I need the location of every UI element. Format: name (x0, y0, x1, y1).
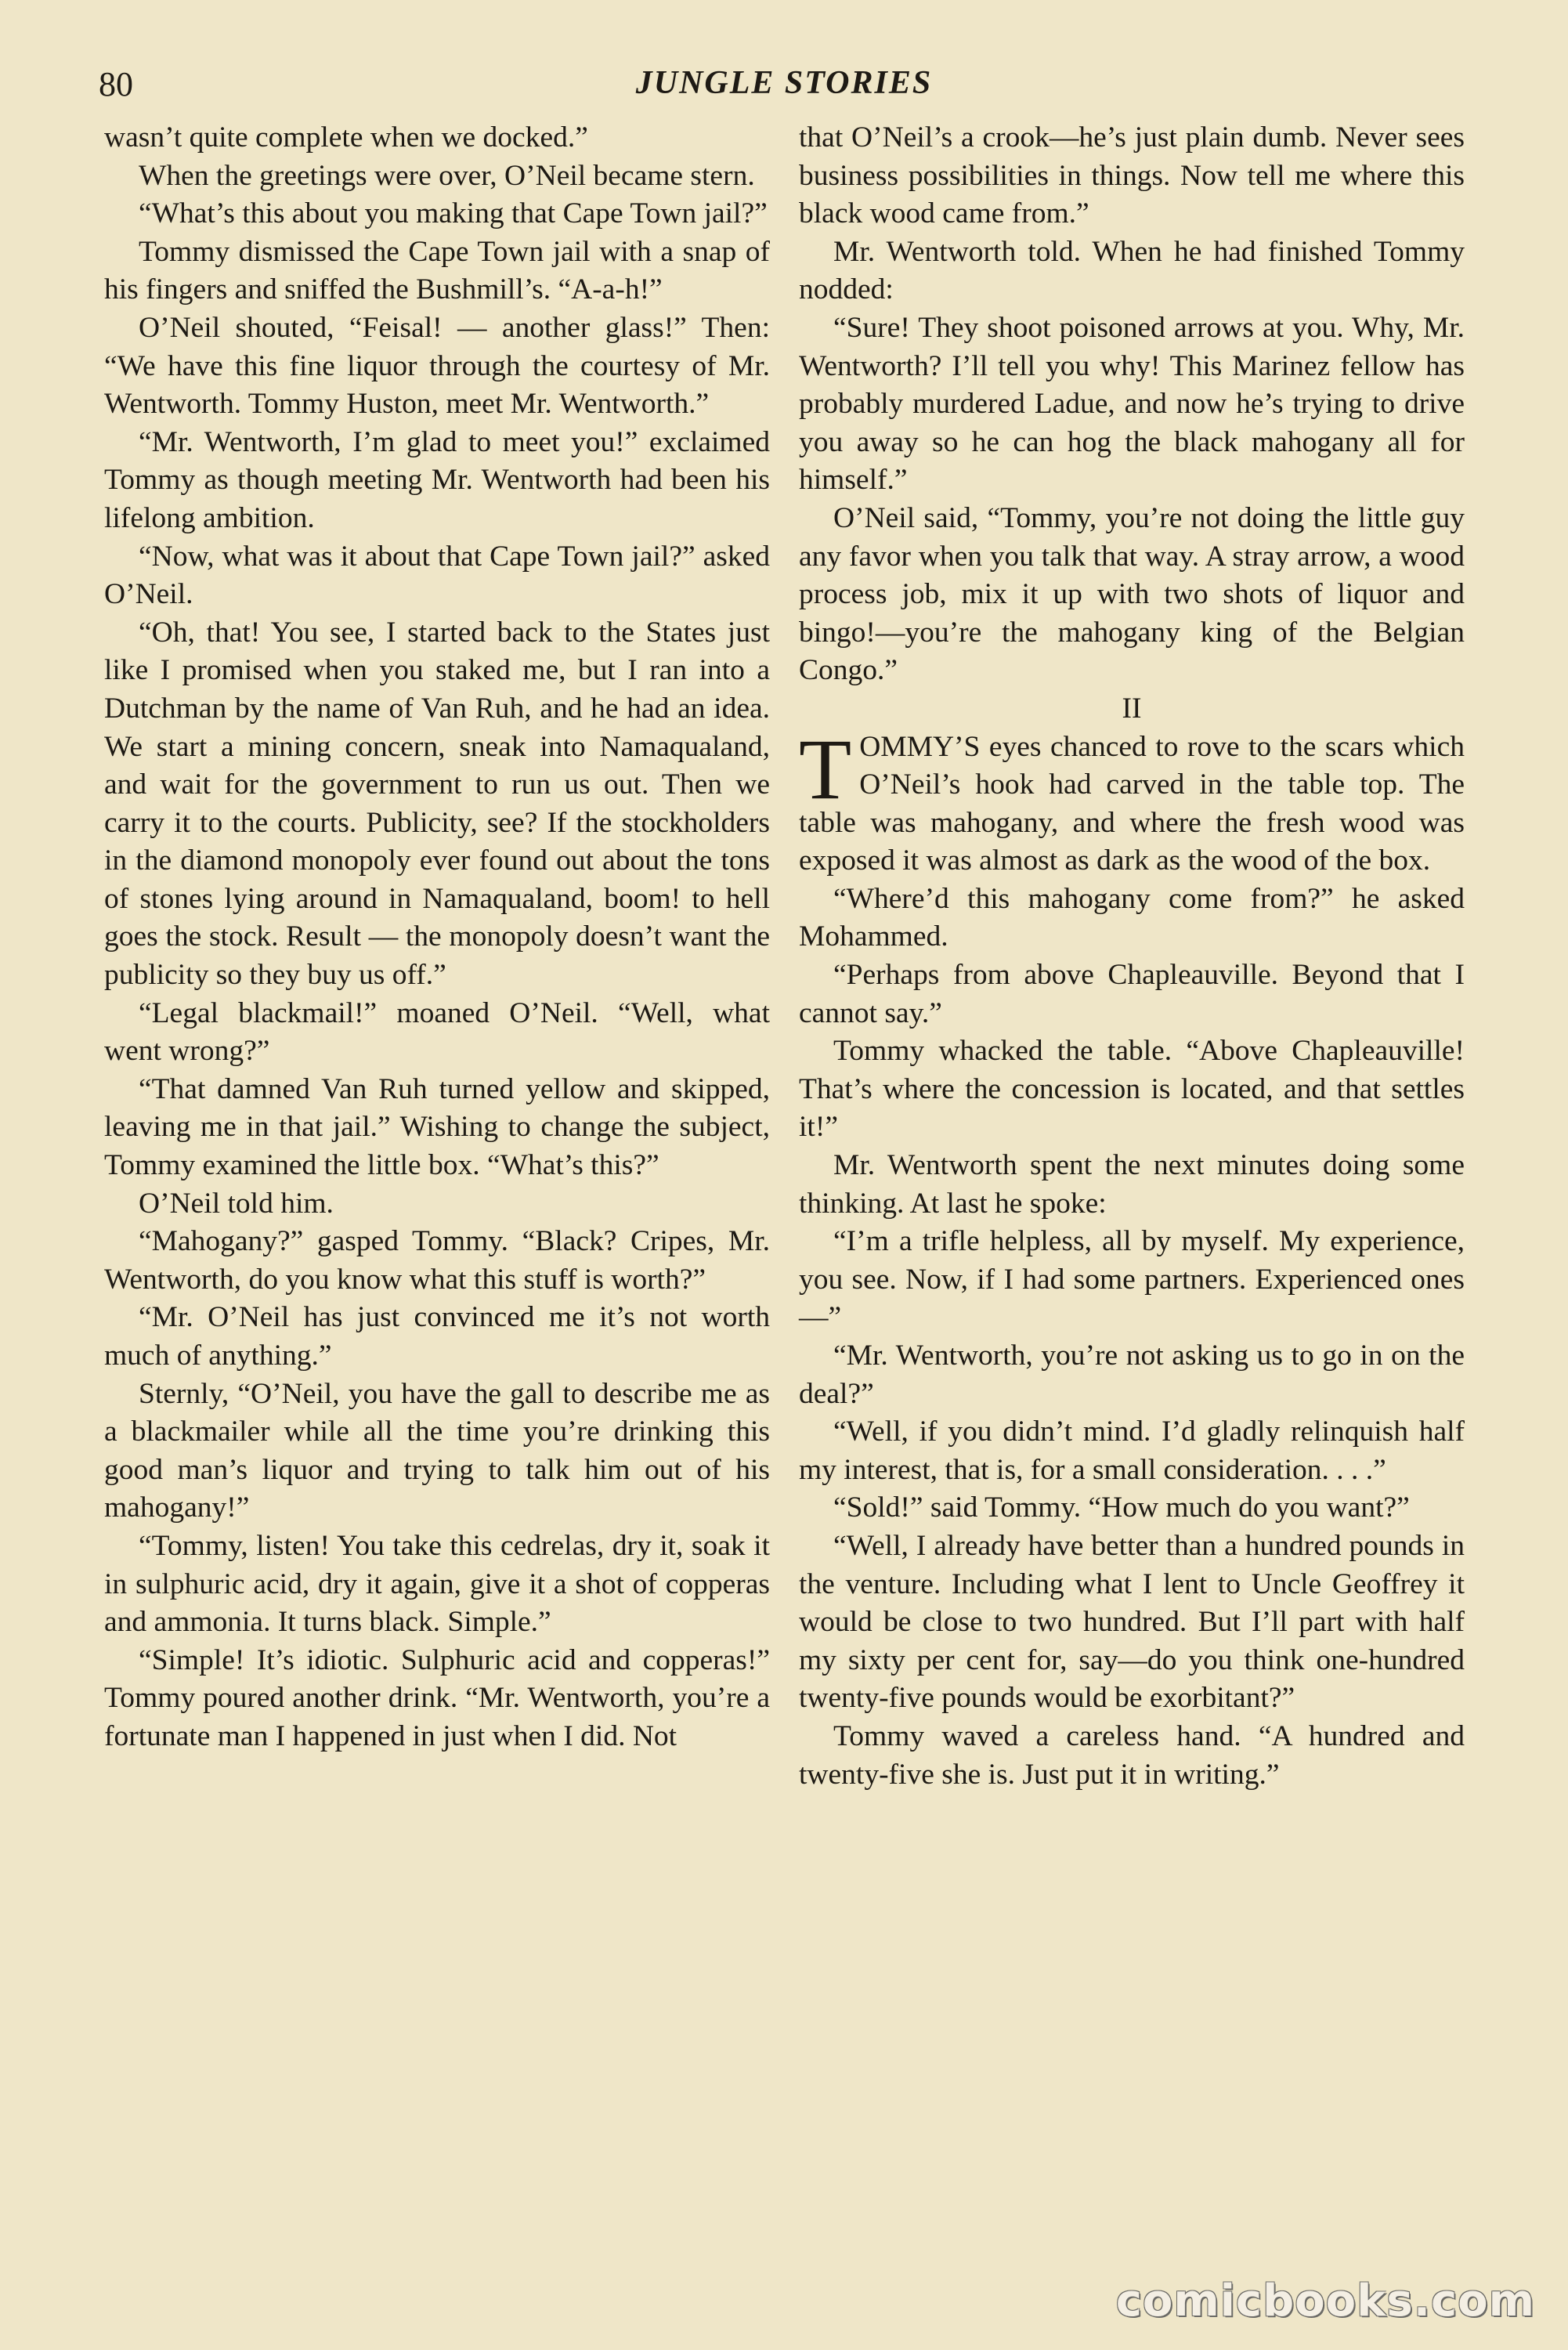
paragraph: that O’Neil’s a crook—he’s just plain dumb. Never sees business possibilities in things. Now tell me where this black wood came from.” (799, 121, 1465, 230)
paragraph: “Sold!” said Tommy. “How much do you want?” (833, 1491, 1410, 1524)
paragraph: “Simple! It’s idiotic. Sulphuric acid and copperas!” Tommy poured another drink. “Mr. Wentworth, you’re a fortunate man I happened in just when I did. Not (104, 1643, 770, 1752)
dropcap-paragraph-text: OMMY’S eyes chanced to rove to the scars which O’Neil’s hook had carved in the table top. The table was mahogany, and where the fresh wood was exposed it was almost as dark as the wood of the box. (799, 730, 1465, 877)
section-number: II (1122, 692, 1142, 725)
paragraph: “What’s this about you making that Cape Town jail?” (139, 197, 768, 230)
paragraph: O’Neil shouted, “Feisal! — another glass!” Then: “We have this fine liquor through the courtesy of Mr. Wentworth. Tommy Huston, meet Mr. Wentworth.” (104, 311, 770, 421)
left-column (104, 119, 770, 1756)
paragraph: “Legal blackmail!” moaned O’Neil. “Well, what went wrong?” (104, 996, 770, 1068)
drop-cap: T (799, 721, 852, 817)
paragraph: Mr. Wentworth spent the next minutes doing some thinking. At last he spoke: (799, 1149, 1465, 1220)
paragraph: “Where’d this mahogany come from?” he asked Mohammed. (799, 882, 1465, 953)
paragraph: “Mr. O’Neil has just convinced me it’s not worth much of anything.” (104, 1301, 770, 1372)
paragraph: “Well, if you didn’t mind. I’d gladly relinquish half my interest, that is, for a small consideration. . . .” (799, 1415, 1465, 1486)
paragraph: “That damned Van Ruh turned yellow and skipped, leaving me in that jail.” Wishing to change the subject, Tommy examined the little box. “What’s this?” (104, 1072, 770, 1182)
paragraph: “Sure! They shoot poisoned arrows at you. Why, Mr. Wentworth? I’ll tell you why! This Marinez fellow has probably murdered Ladue, and now he’s trying to drive you away so he can hog the black mahogany all for himself.” (799, 311, 1465, 497)
paragraph: “I’m a trifle helpless, all by myself. My experience, you see. Now, if I had some partners. Experienced ones—” (799, 1225, 1465, 1334)
paragraph: Sternly, “O’Neil, you have the gall to describe me as a blackmailer while all the time you’re drinking this good man’s liquor and trying to talk him out of his mahogany!” (104, 1377, 770, 1524)
paragraph: Tommy whacked the table. “Above Chapleauville! That’s where the concession is located, and that settles it!” (799, 1035, 1465, 1144)
paragraph: “Mr. Wentworth, you’re not asking us to go in on the deal?” (799, 1340, 1465, 1410)
paragraph: O’Neil said, “Tommy, you’re not doing the little guy any favor when you talk that way. A stray arrow, a wood process job, mix it up with two shots of liquor and bingo!—you’re the mahogany king of the Belgian Congo.” (799, 501, 1465, 687)
page-number: 80 (99, 65, 133, 103)
paragraph: Tommy dismissed the Cape Town jail with a snap of his fingers and sniffed the Bushmill’s. “A-a-h!” (104, 235, 770, 306)
paragraph: “Well, I already have better than a hundred pounds in the venture. Including what I lent to Uncle Geoffrey it would be close to two hundred. But I’ll part with half my sixty per cent for, say—do you think one-hundred twenty-five pounds would be exorbitant?” (799, 1529, 1465, 1715)
paragraph: “Tommy, listen! You take this cedrelas, dry it, soak it in sulphuric acid, dry it again, give it a shot of copperas and ammonia. It turns black. Simple.” (104, 1529, 770, 1639)
paragraph: Tommy waved a careless hand. “A hundred and twenty-five she is. Just put it in writing.” (799, 1719, 1465, 1791)
paragraph: wasn’t quite complete when we docked.” (104, 121, 588, 154)
dropcap-paragraph (799, 721, 1465, 880)
watermark: comicbooks.com (1115, 2276, 1535, 2326)
paragraph: “Perhaps from above Chapleauville. Beyond that I cannot say.” (799, 959, 1465, 1029)
paragraph: “Oh, that! You see, I started back to the States just like I promised when you staked me, but I ran into a Dutchman by the name of Van Ruh, and he had an idea. We start a mining concern, sneak into Namaqualand, and wait for the government to run us out. Then we carry it to the courts. Publicity, see? If the stockholders in the diamond monopoly ever found out about the tons of stones lying around in Namaqualand, boom! to hell goes the stock. Result — the monopoly doesn’t want the publicity so they buy us off.” (104, 616, 770, 992)
paragraph: “Now, what was it about that Cape Town jail?” asked O’Neil. (104, 540, 770, 611)
paragraph: Mr. Wentworth told. When he had finished Tommy nodded: (799, 235, 1465, 306)
paragraph: “Mr. Wentworth, I’m glad to meet you!” exclaimed Tommy as though meeting Mr. Wentworth had been his lifelong ambition. (104, 425, 770, 534)
page-header (99, 64, 1469, 119)
paragraph: O’Neil told him. (139, 1187, 334, 1220)
paragraph: When the greetings were over, O’Neil became stern. (139, 159, 755, 192)
running-head: JUNGLE STORIES (635, 65, 933, 101)
right-column (799, 119, 1465, 1794)
paragraph: “Mahogany?” gasped Tommy. “Black? Cripes, Mr. Wentworth, do you know what this stuff is worth?” (104, 1225, 770, 1296)
